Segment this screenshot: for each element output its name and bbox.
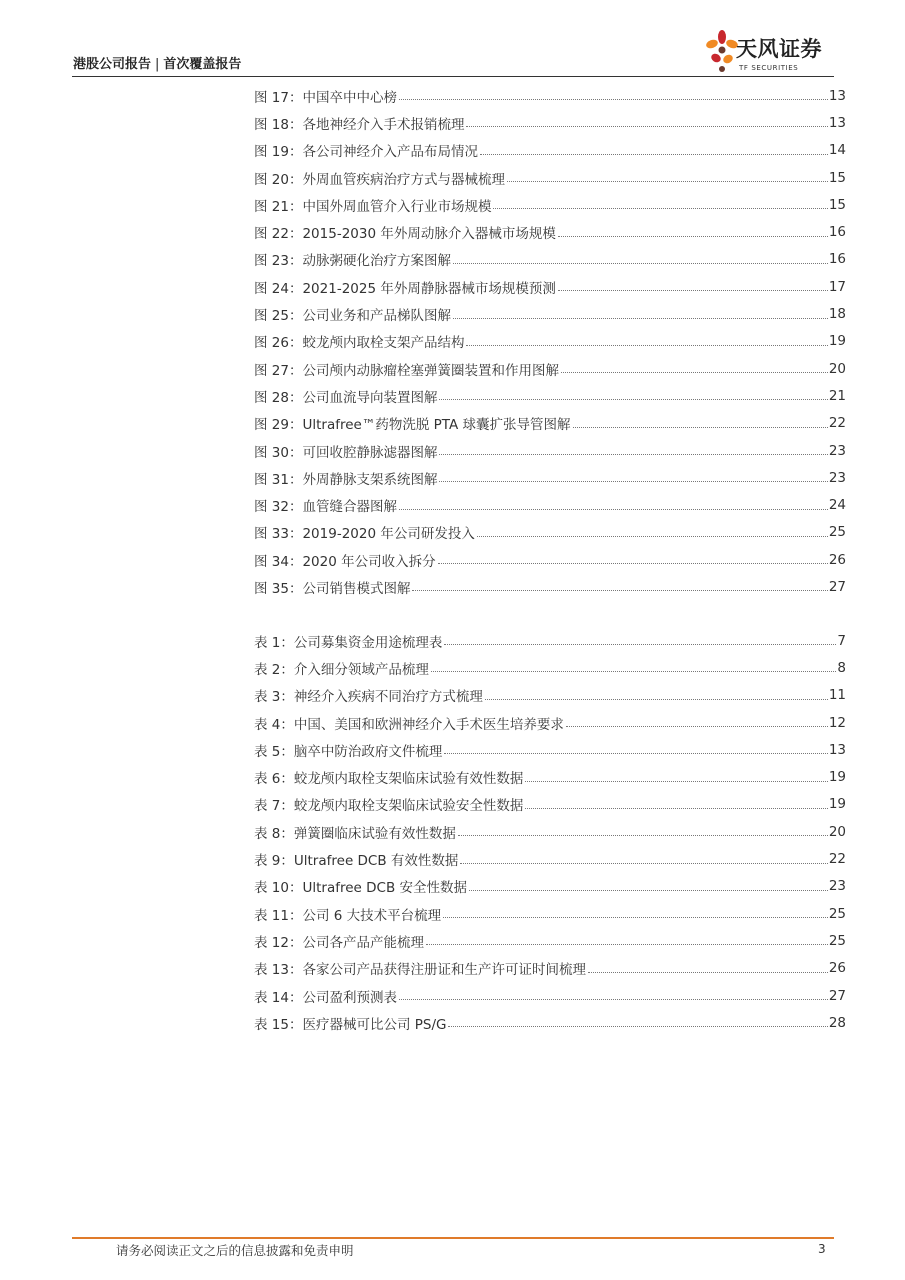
toc-entry-page: 11 bbox=[828, 687, 846, 704]
toc-entry-label: 图 19：各公司神经介入产品布局情况 bbox=[254, 144, 478, 161]
figure-toc-entry[interactable] bbox=[254, 273, 846, 300]
toc-dot-leader bbox=[588, 972, 828, 973]
figure-toc-entry[interactable] bbox=[254, 437, 846, 464]
toc-entry-page: 28 bbox=[828, 1014, 846, 1031]
toc-entry-label: 图 29：Ultrafree™药物洗脱 PTA 球囊扩张导管图解 bbox=[254, 417, 571, 434]
toc-entry-page: 23 bbox=[828, 442, 846, 459]
toc-dot-leader bbox=[558, 236, 828, 237]
toc-entry-page: 13 bbox=[828, 114, 846, 131]
figure-toc-entry[interactable] bbox=[254, 246, 846, 273]
toc-entry-label: 表 3：神经介入疾病不同治疗方式梳理 bbox=[254, 689, 483, 706]
table-toc-entry[interactable] bbox=[254, 900, 846, 927]
toc-dot-leader bbox=[399, 999, 828, 1000]
toc-dot-leader bbox=[399, 99, 828, 100]
toc-dot-leader bbox=[458, 835, 828, 836]
table-toc-entry[interactable] bbox=[254, 682, 846, 709]
table-list bbox=[254, 627, 846, 1036]
toc-entry-label: 表 5：脑卒中防治政府文件梳理 bbox=[254, 743, 443, 760]
table-toc-entry[interactable] bbox=[254, 1009, 846, 1036]
toc-entry-page: 22 bbox=[828, 415, 846, 432]
toc-dot-leader bbox=[439, 481, 827, 482]
toc-dot-leader bbox=[444, 753, 827, 754]
toc-entry-label: 表 8：弹簧圈临床试验有效性数据 bbox=[254, 825, 456, 842]
toc-entry-page: 23 bbox=[828, 469, 846, 486]
figure-toc-entry[interactable] bbox=[254, 519, 846, 546]
toc-entry-label: 表 2：介入细分领域产品梳理 bbox=[254, 661, 429, 678]
report-type: 港股公司报告 bbox=[73, 57, 152, 72]
toc-entry-page: 7 bbox=[837, 632, 846, 649]
toc-dot-leader bbox=[443, 917, 828, 918]
toc-entry-label: 图 30：可回收腔静脉滤器图解 bbox=[254, 444, 438, 461]
toc-entry-label: 图 22：2015-2030 年外周动脉介入器械市场规模 bbox=[254, 226, 556, 243]
toc-entry-label: 表 9：Ultrafree DCB 有效性数据 bbox=[254, 853, 459, 870]
toc-entry-page: 15 bbox=[828, 169, 846, 186]
toc-entry-label: 图 24：2021-2025 年外周静脉器械市场规模预测 bbox=[254, 280, 556, 297]
figure-toc-entry[interactable] bbox=[254, 82, 846, 109]
table-toc-entry[interactable] bbox=[254, 736, 846, 763]
figure-toc-entry[interactable] bbox=[254, 491, 846, 518]
figure-toc-entry[interactable] bbox=[254, 573, 846, 600]
toc-dot-leader bbox=[558, 290, 828, 291]
figure-toc-entry[interactable] bbox=[254, 218, 846, 245]
figure-toc-entry[interactable] bbox=[254, 164, 846, 191]
toc-dot-leader bbox=[412, 590, 827, 591]
toc-entry-page: 24 bbox=[828, 497, 846, 514]
report-header-title bbox=[73, 53, 241, 72]
toc-entry-page: 13 bbox=[828, 741, 846, 758]
toc-entry-label: 图 27：公司颅内动脉瘤栓塞弹簧圈装置和作用图解 bbox=[254, 362, 559, 379]
table-toc-entry[interactable] bbox=[254, 818, 846, 845]
toc-dot-leader bbox=[477, 536, 828, 537]
figure-toc-entry[interactable] bbox=[254, 191, 846, 218]
report-subtype: 首次覆盖报告 bbox=[163, 57, 242, 72]
toc-entry-page: 17 bbox=[828, 278, 846, 295]
table-toc-entry[interactable] bbox=[254, 709, 846, 736]
toc-dot-leader bbox=[469, 890, 828, 891]
page-number: 3 bbox=[818, 1242, 826, 1256]
toc-entry-label: 图 23：动脉粥硬化治疗方案图解 bbox=[254, 253, 451, 270]
toc-dot-leader bbox=[525, 808, 827, 809]
toc-entry-page: 26 bbox=[828, 551, 846, 568]
toc-entry-page: 22 bbox=[828, 851, 846, 868]
toc-entry-page: 25 bbox=[828, 905, 846, 922]
table-toc-entry[interactable] bbox=[254, 927, 846, 954]
figure-toc-entry[interactable] bbox=[254, 328, 846, 355]
toc-dot-leader bbox=[507, 181, 828, 182]
toc-entry-page: 25 bbox=[828, 932, 846, 949]
toc-entry-label: 表 11：公司 6 大技术平台梳理 bbox=[254, 907, 442, 924]
toc-dot-leader bbox=[439, 454, 827, 455]
toc-entry-page: 19 bbox=[828, 333, 846, 350]
table-toc-entry[interactable] bbox=[254, 955, 846, 982]
table-toc-entry[interactable] bbox=[254, 627, 846, 654]
logo-name: 天风证券 bbox=[736, 37, 822, 61]
toc-entry-label: 图 17：中国卒中中心榜 bbox=[254, 89, 397, 106]
logo-subtitle: TF SECURITIES bbox=[739, 64, 799, 72]
table-toc-entry[interactable] bbox=[254, 791, 846, 818]
table-toc-entry[interactable] bbox=[254, 763, 846, 790]
toc-dot-leader bbox=[426, 944, 828, 945]
toc-entry-page: 26 bbox=[828, 960, 846, 977]
toc-dot-leader bbox=[399, 509, 828, 510]
toc-dot-leader bbox=[573, 427, 828, 428]
toc-entry-label: 图 26：蛟龙颅内取栓支架产品结构 bbox=[254, 335, 465, 352]
toc-dot-leader bbox=[525, 781, 827, 782]
toc-dot-leader bbox=[439, 399, 827, 400]
toc-entry-label: 图 28：公司血流导向装置图解 bbox=[254, 389, 438, 406]
toc-entry-label: 图 34：2020 年公司收入拆分 bbox=[254, 553, 436, 570]
toc-entry-label: 表 10：Ultrafree DCB 安全性数据 bbox=[254, 880, 468, 897]
toc-dot-leader bbox=[448, 1026, 827, 1027]
toc-dot-leader bbox=[444, 644, 836, 645]
toc-dot-leader bbox=[566, 726, 828, 727]
toc-dot-leader bbox=[460, 863, 827, 864]
toc-dot-leader bbox=[438, 563, 828, 564]
toc-entry-page: 15 bbox=[828, 196, 846, 213]
toc-entry-label: 表 6：蛟龙颅内取栓支架临床试验有效性数据 bbox=[254, 771, 524, 788]
toc-entry-label: 表 7：蛟龙颅内取栓支架临床试验安全性数据 bbox=[254, 798, 524, 815]
toc-entry-label: 表 14：公司盈利预测表 bbox=[254, 989, 397, 1006]
toc-entry-page: 16 bbox=[828, 224, 846, 241]
figure-toc-entry[interactable] bbox=[254, 464, 846, 491]
toc-dot-leader bbox=[453, 263, 828, 264]
toc-dot-leader bbox=[431, 671, 837, 672]
toc-entry-label: 图 31：外周静脉支架系统图解 bbox=[254, 471, 438, 488]
toc-entry-page: 19 bbox=[828, 796, 846, 813]
toc-entry-page: 18 bbox=[828, 306, 846, 323]
toc-entry-page: 21 bbox=[828, 387, 846, 404]
figure-toc-entry[interactable] bbox=[254, 355, 846, 382]
toc-entry-page: 13 bbox=[828, 87, 846, 104]
toc-entry-label: 图 32：血管缝合器图解 bbox=[254, 499, 397, 516]
toc-entry-label: 表 4：中国、美国和欧洲神经介入手术医生培养要求 bbox=[254, 716, 564, 733]
footer-disclaimer: 请务必阅读正文之后的信息披露和免责申明 bbox=[116, 1243, 354, 1258]
toc-entry-label: 表 12：公司各产品产能梳理 bbox=[254, 934, 424, 951]
toc-entry-page: 19 bbox=[828, 769, 846, 786]
toc-entry-label: 图 33：2019-2020 年公司研发投入 bbox=[254, 526, 475, 543]
header-separator: | bbox=[155, 57, 160, 72]
flower-logo-icon bbox=[706, 28, 738, 76]
figure-toc-entry[interactable] bbox=[254, 382, 846, 409]
toc-dot-leader bbox=[493, 208, 827, 209]
toc-entry-page: 27 bbox=[828, 987, 846, 1004]
table-toc-entry[interactable] bbox=[254, 982, 846, 1009]
toc-entry-label: 图 35：公司销售模式图解 bbox=[254, 580, 411, 597]
toc-dot-leader bbox=[561, 372, 828, 373]
toc-entry-page: 12 bbox=[828, 714, 846, 731]
table-toc-entry[interactable] bbox=[254, 654, 846, 681]
header-divider bbox=[72, 76, 834, 77]
toc-dot-leader bbox=[453, 318, 828, 319]
footer-divider bbox=[72, 1237, 834, 1239]
toc-entry-label: 图 20：外周血管疾病治疗方式与器械梳理 bbox=[254, 171, 505, 188]
toc-entry-page: 25 bbox=[828, 524, 846, 541]
company-logo bbox=[706, 28, 846, 76]
toc-entry-page: 16 bbox=[828, 251, 846, 268]
toc-dot-leader bbox=[466, 126, 827, 127]
toc-entry-label: 图 18：各地神经介入手术报销梳理 bbox=[254, 116, 465, 133]
toc-entry-label: 表 13：各家公司产品获得注册证和生产许可证时间梳理 bbox=[254, 962, 586, 979]
toc-entry-label: 图 21：中国外周血管介入行业市场规模 bbox=[254, 198, 492, 215]
toc-entry-page: 27 bbox=[828, 578, 846, 595]
figure-toc-entry[interactable] bbox=[254, 109, 846, 136]
toc-entry-page: 8 bbox=[837, 659, 846, 676]
table-toc-entry[interactable] bbox=[254, 873, 846, 900]
figure-toc-entry[interactable] bbox=[254, 546, 846, 573]
table-toc-entry[interactable] bbox=[254, 845, 846, 872]
toc-dot-leader bbox=[480, 154, 828, 155]
toc-entry-label: 图 25：公司业务和产品梯队图解 bbox=[254, 308, 451, 325]
toc-entry-label: 表 1：公司募集资金用途梳理表 bbox=[254, 634, 443, 651]
toc-entry-page: 23 bbox=[828, 878, 846, 895]
toc-dot-leader bbox=[485, 699, 828, 700]
toc-entry-page: 20 bbox=[828, 823, 846, 840]
toc-entry-page: 14 bbox=[828, 142, 846, 159]
figure-toc-entry[interactable] bbox=[254, 137, 846, 164]
figure-toc-entry[interactable] bbox=[254, 410, 846, 437]
toc-dot-leader bbox=[466, 345, 827, 346]
toc-entry-page: 20 bbox=[828, 360, 846, 377]
figure-toc-entry[interactable] bbox=[254, 300, 846, 327]
figure-list bbox=[254, 82, 846, 601]
toc-entry-label: 表 15：医疗器械可比公司 PS/G bbox=[254, 1016, 447, 1033]
